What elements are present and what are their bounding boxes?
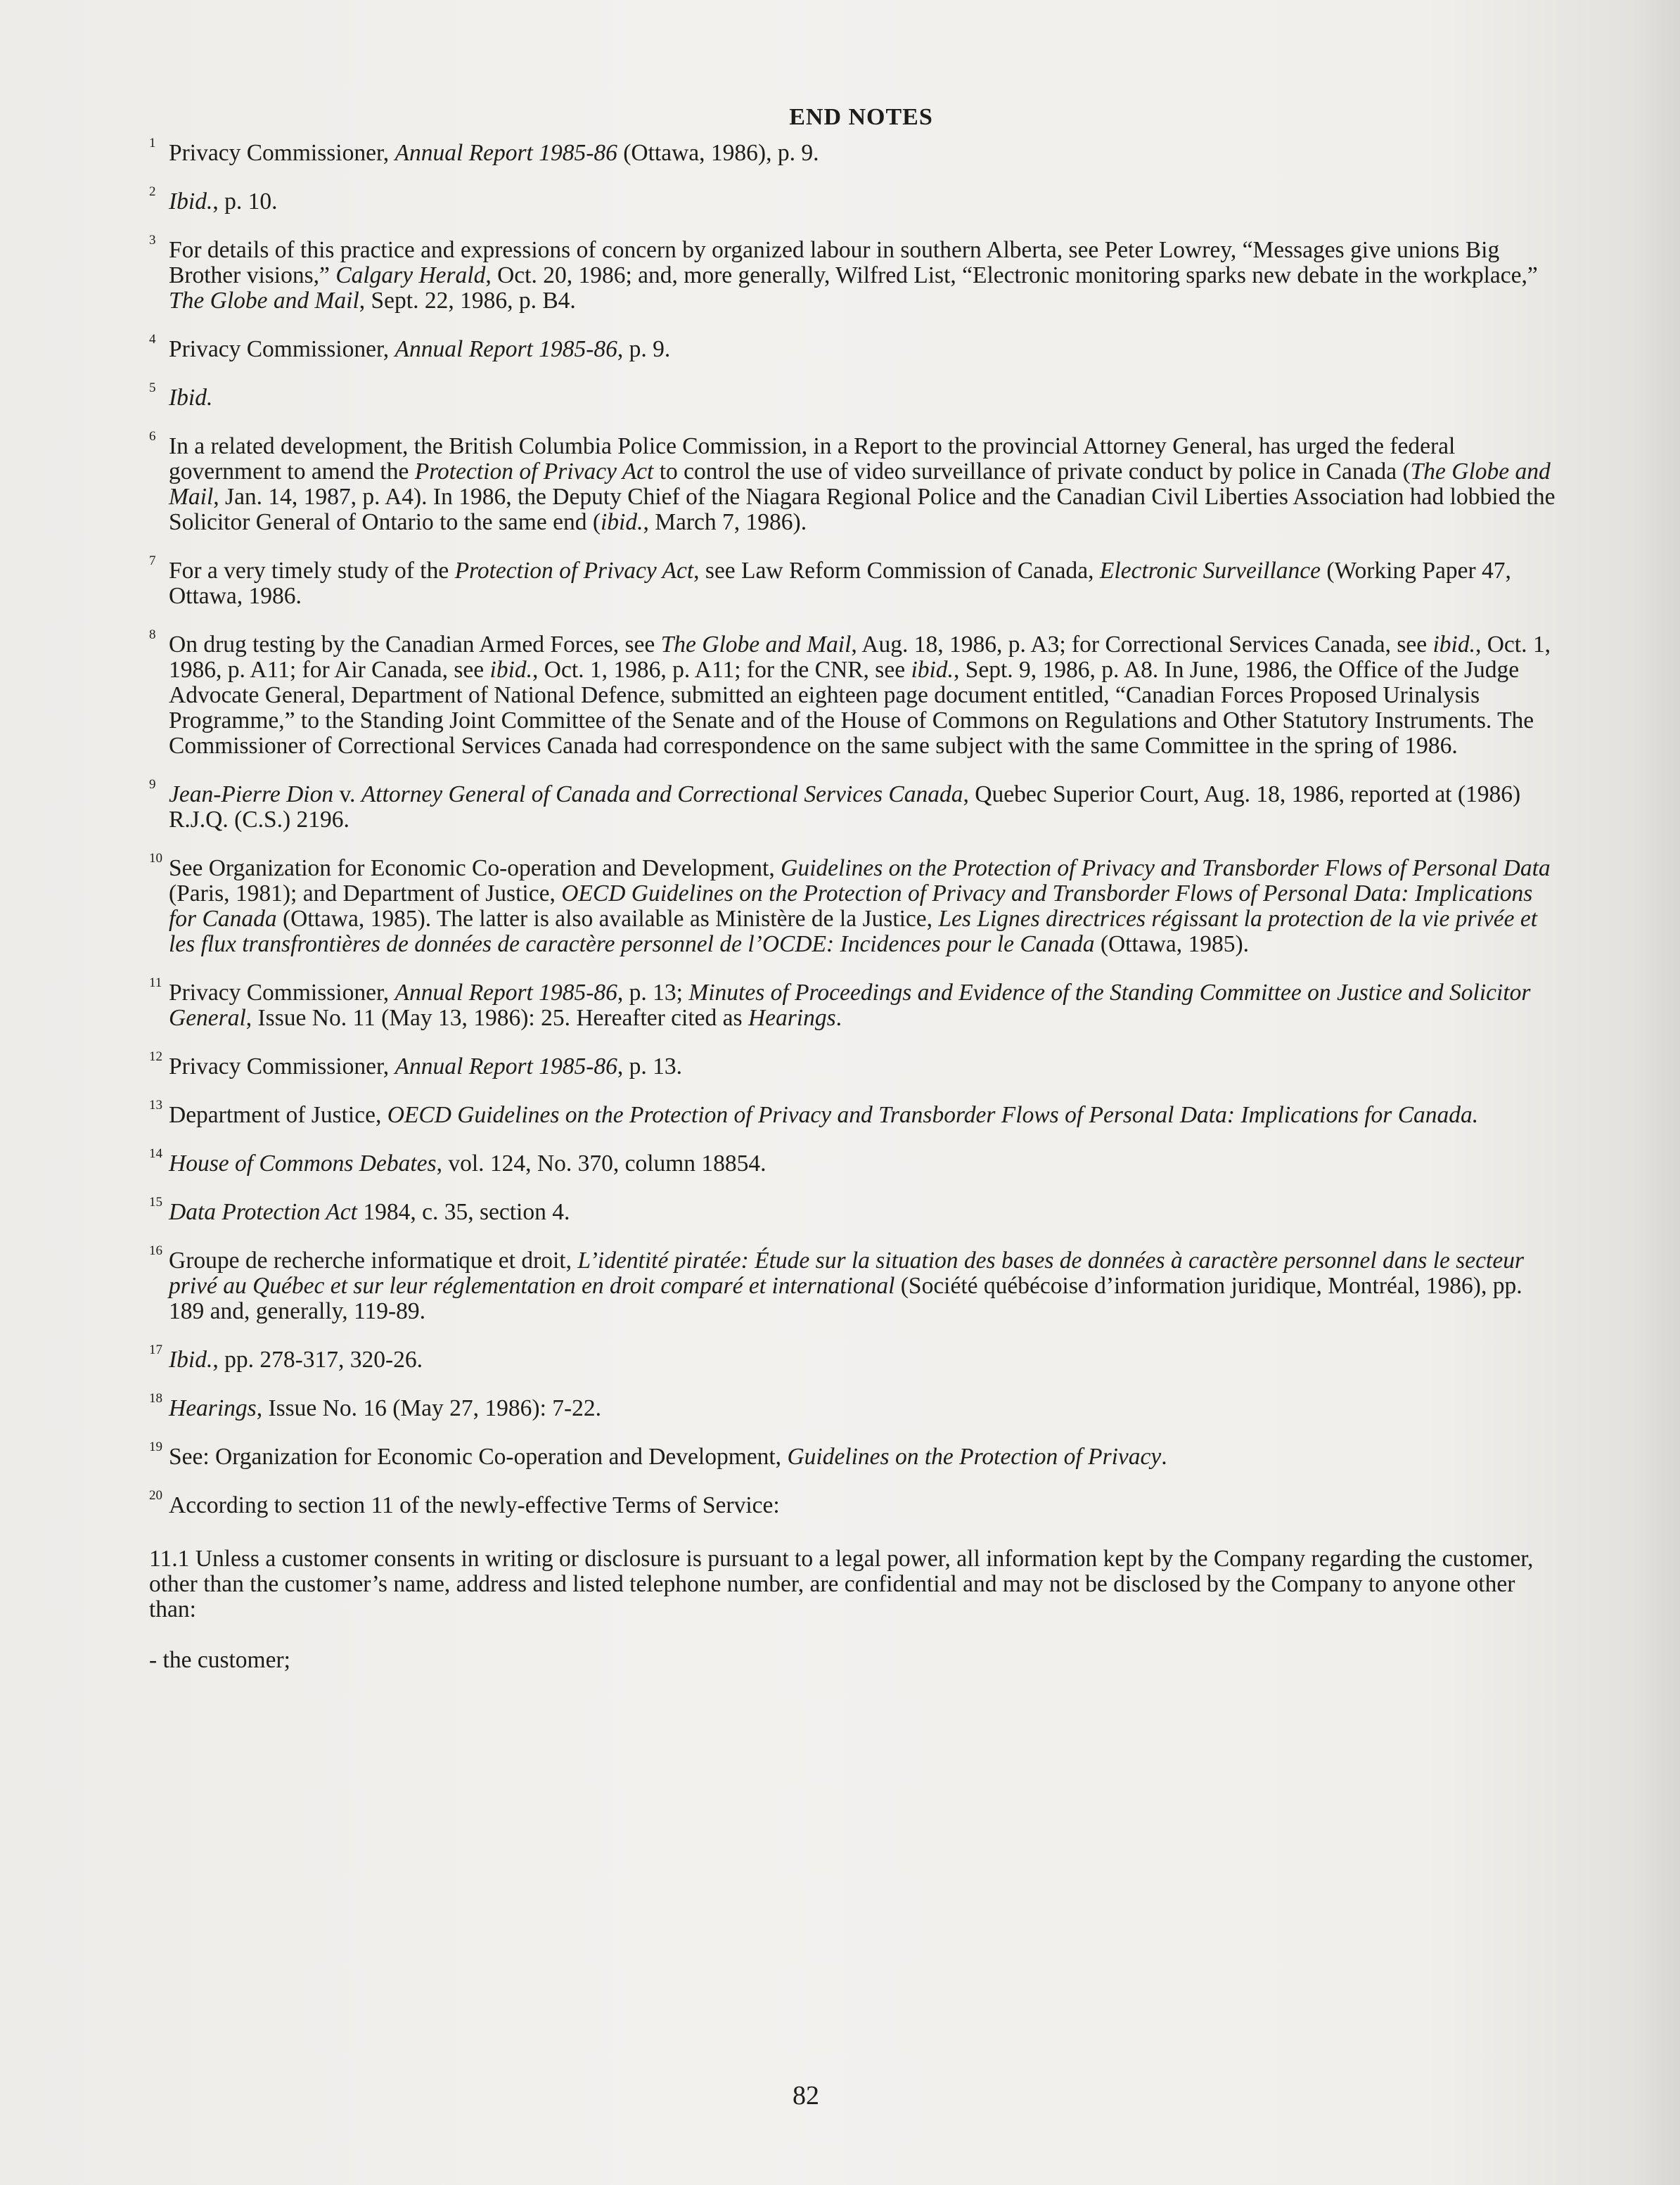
end-note-19 — [149, 1440, 1563, 1470]
note-text: Privacy Commissioner, Annual Report 1985-86, p. 13. — [169, 1053, 683, 1079]
note-number: 20 — [149, 1488, 162, 1503]
note-number: 18 — [149, 1391, 162, 1406]
note-text: Privacy Commissioner, Annual Report 1985-86 (Ottawa, 1986), p. 9. — [169, 140, 819, 166]
note-number: 19 — [149, 1440, 162, 1454]
page-number: 82 — [793, 2081, 819, 2110]
end-note-17 — [149, 1343, 1563, 1373]
note-text: Hearings, Issue No. 16 (May 27, 1986): 7-22. — [169, 1395, 602, 1421]
note-text: Data Protection Act 1984, c. 35, section 4. — [169, 1199, 570, 1225]
note-text: For details of this practice and expressions of concern by organized labour in southern Alberta, see Peter Lowrey, “Messages give unions Big Brother visions,” Calgary Herald, Oct. 20, 1986; and, more generally, Wilfred List, “Electronic monitoring sparks new debate in the workplace,” The Globe and Mail, Sept. 22, 1986, p. B4. — [169, 237, 1538, 314]
note-text: Department of Justice, OECD Guidelines on the Protection of Privacy and Transborder Flows of Personal Data: Implications for Canada. — [169, 1102, 1479, 1128]
end-note-18 — [149, 1391, 1563, 1421]
note-number: 6 — [149, 429, 156, 444]
note-text: Privacy Commissioner, Annual Report 1985-86, p. 9. — [169, 336, 671, 362]
end-note-20 — [149, 1488, 1563, 1518]
note-number: 14 — [149, 1146, 162, 1161]
note-number: 17 — [149, 1343, 162, 1357]
note-text: Privacy Commissioner, Annual Report 1985-86, p. 13; Minutes of Proceedings and Evidence of the Standing Committee on Justice and Solicitor General, Issue No. 11 (May 13, 1986): 25. Hereafter cited as Hearings. — [169, 980, 1531, 1031]
note-number: 16 — [149, 1243, 162, 1258]
note-number: 13 — [149, 1098, 162, 1113]
note-number: 11 — [149, 975, 162, 990]
note-text: Groupe de recherche informatique et droit, L’identité piratée: Étude sur la situation des bases de données à caractère personnel dans le secteur privé au Québec et sur leur réglementation en droit comparé et international (Société québécoise d’information juridique, Montréal, 1986), pp. 189 and, generally, 119-89. — [169, 1248, 1524, 1324]
note-number: 10 — [149, 851, 162, 866]
page-title: END NOTES — [789, 104, 933, 130]
quoted-section-11-1: 11.1 Unless a customer consents in writing or disclosure is pursuant to a legal power, all information kept by the Company regarding the customer, other than the customer’s name, address and listed telephone number, are confidential and may not be disclosed by the Company to anyone other than: — [149, 1546, 1534, 1622]
quoted-list-item: - the customer; — [149, 1647, 290, 1673]
note-text: See: Organization for Economic Co-operation and Development, Guidelines on the Protection of Privacy. — [169, 1444, 1167, 1470]
end-note-1 — [149, 136, 1563, 166]
note-number: 2 — [149, 184, 156, 199]
end-note-9 — [149, 777, 1563, 833]
note-text: Jean-Pierre Dion v. Attorney General of Canada and Correctional Services Canada, Quebec Superior Court, Aug. 18, 1986, reported at (1986) R.J.Q. (C.S.) 2196. — [169, 781, 1521, 833]
note-text: In a related development, the British Columbia Police Commission, in a Report to the provincial Attorney General, has urged the federal government to amend the Protection of Privacy Act to control the use of video surveillance of private conduct by police in Canada (The Globe and Mail, Jan. 14, 1987, p. A4). In 1986, the Deputy Chief of the Niagara Regional Police and the Canadian Civil Liberties Association had lobbied the Solicitor General of Ontario to the same end (ibid., March 7, 1986). — [169, 433, 1556, 535]
note-number: 1 — [149, 136, 156, 150]
note-number: 5 — [149, 380, 156, 395]
end-note-16 — [149, 1243, 1563, 1324]
note-text: Ibid. — [169, 385, 213, 411]
note-text: For a very timely study of the Protection of Privacy Act, see Law Reform Commission of Canada, Electronic Surveillance (Working Paper 47, Ottawa, 1986. — [169, 558, 1511, 609]
end-note-3 — [149, 233, 1563, 314]
end-note-15 — [149, 1195, 1563, 1225]
note-text: According to section 11 of the newly-effective Terms of Service: — [169, 1492, 780, 1518]
note-text: On drug testing by the Canadian Armed Forces, see The Globe and Mail, Aug. 18, 1986, p. A3; for Correctional Services Canada, see ibid., Oct. 1, 1986, p. A11; for Air Canada, see ibid., Oct. 1, 1986, p. A11; for the CNR, see ibid., Sept. 9, 1986, p. A8. In June, 1986, the Office of the Judge Advocate General, Department of National Defence, submitted an eighteen page document entitled, “Canadian Forces Proposed Urinalysis Programme,” to the Standing Joint Committee of the Senate and of the House of Commons on Regulations and Other Statutory Instruments. The Commissioner of Correctional Services Canada had correspondence on the same subject with the same Committee in the spring of 1986. — [169, 632, 1551, 759]
note-number: 12 — [149, 1049, 162, 1064]
note-number: 15 — [149, 1195, 162, 1210]
note-number: 7 — [149, 553, 156, 568]
note-number: 9 — [149, 777, 156, 792]
note-number: 8 — [149, 627, 156, 642]
end-note-8 — [149, 627, 1563, 759]
note-text: Ibid., p. 10. — [169, 188, 278, 214]
end-note-2 — [149, 184, 1563, 214]
end-note-12 — [149, 1049, 1563, 1079]
end-note-7 — [149, 553, 1563, 609]
end-note-11 — [149, 975, 1563, 1031]
end-note-4 — [149, 332, 1563, 362]
note-text: House of Commons Debates, vol. 124, No. 370, column 18854. — [169, 1151, 767, 1177]
end-note-6 — [149, 429, 1563, 535]
end-note-5 — [149, 380, 1563, 411]
end-note-14 — [149, 1146, 1563, 1177]
end-notes-list — [149, 136, 1563, 1673]
note-text: Ibid., pp. 278-317, 320-26. — [169, 1347, 423, 1373]
end-note-10 — [149, 851, 1563, 957]
end-note-13 — [149, 1098, 1563, 1128]
note-number: 4 — [149, 332, 156, 347]
note-text: See Organization for Economic Co-operation and Development, Guidelines on the Protection of Privacy and Transborder Flows of Personal Data (Paris, 1981); and Department of Justice, OECD Guidelines on the Protection of Privacy and Transborder Flows of Personal Data: Implications for Canada (Ottawa, 1985). The latter is also available as Ministère de la Justice, Les Lignes directrices régissant la protection de la vie privée et les flux transfrontières de données de caractère personnel de l’OCDE: Incidences pour le Canada (Ottawa, 1985). — [169, 855, 1551, 957]
note-number: 3 — [149, 233, 156, 248]
